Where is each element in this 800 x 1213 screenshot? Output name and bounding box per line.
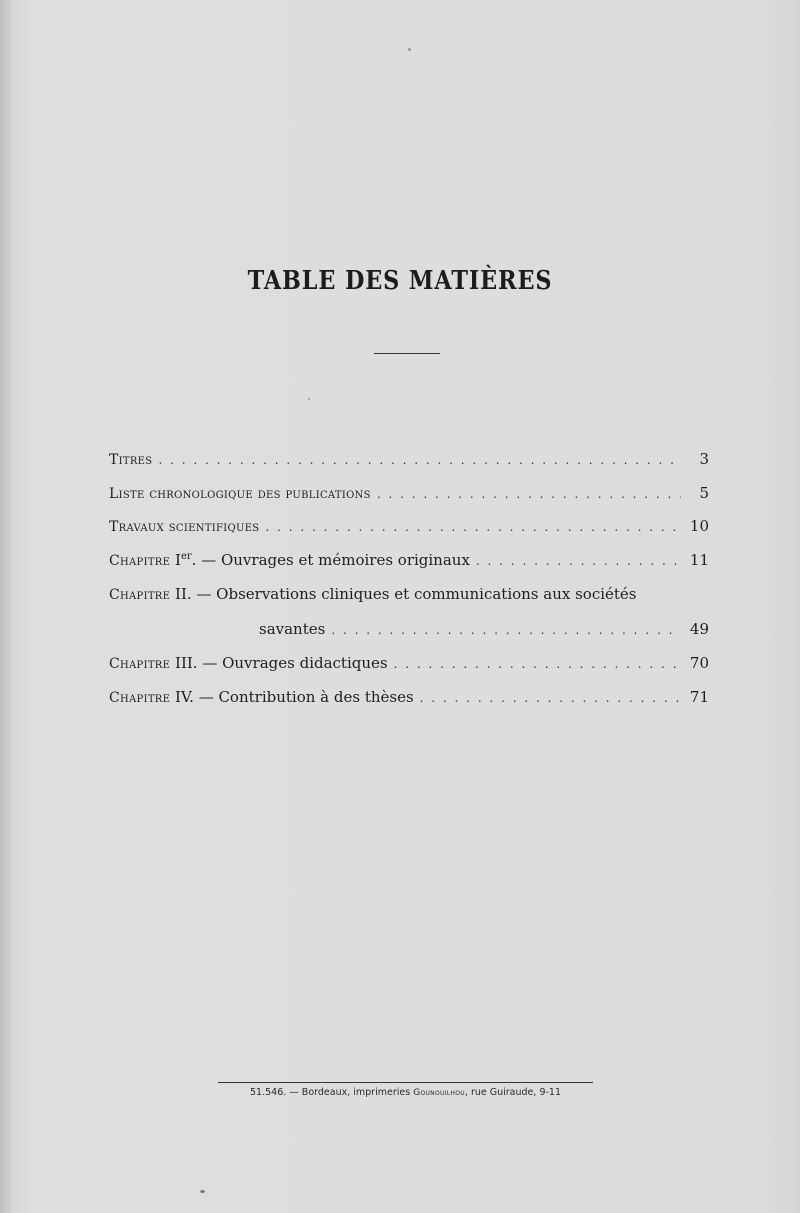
toc-entry-page: 10 — [689, 517, 709, 535]
toc-entry-label — [109, 581, 637, 608]
chapter-title: IV. — Contribution à des thèses — [175, 688, 414, 706]
chapter-word: Chapitre — [109, 553, 171, 569]
paper-speck — [200, 1190, 205, 1193]
dot-leader — [394, 651, 681, 677]
toc-entry-label: Travaux scientifiques — [109, 519, 260, 535]
toc-entry-chapitre-3[interactable] — [109, 650, 709, 676]
dot-leader — [377, 481, 681, 507]
printer-imprint — [218, 1087, 593, 1098]
dot-leader — [476, 548, 681, 574]
toc-entry-chapitre-1[interactable] — [109, 547, 709, 573]
chapter-word: Chapitre — [109, 587, 171, 603]
toc-entry-label — [109, 684, 414, 711]
toc-entry-page: 49 — [689, 620, 709, 638]
toc-entry-chapitre-4[interactable] — [109, 684, 709, 710]
toc-entry-label — [109, 650, 388, 677]
chapter-superscript: er — [180, 551, 192, 562]
toc-entry-chapitre-2[interactable] — [109, 581, 709, 607]
toc-entry-label — [109, 547, 470, 574]
dot-leader — [331, 617, 681, 643]
toc-entry-titres[interactable] — [109, 446, 709, 472]
chapter-title: . — Ouvrages et mémoires originaux — [191, 551, 470, 569]
page-title: TABLE DES MATIÈRES — [247, 266, 553, 296]
toc-entry-label: Liste chronologique des publications — [109, 486, 371, 502]
chapter-numeral: I — [175, 551, 181, 569]
binding-edge — [0, 0, 12, 1213]
title-divider — [374, 353, 440, 354]
paper-speck — [308, 398, 310, 400]
toc-entry-chapitre-2-continued[interactable] — [259, 616, 709, 642]
chapter-title: III. — Ouvrages didactiques — [175, 654, 388, 672]
toc-entry-page: 5 — [699, 484, 709, 502]
chapter-title: II. — Observations cliniques et communications aux sociétés — [175, 585, 637, 603]
toc-entry-page: 71 — [689, 688, 709, 706]
toc-entry-liste-chronologique[interactable] — [109, 480, 709, 506]
imprint-text-after: , rue Guiraude, 9-11 — [464, 1087, 561, 1098]
dot-leader — [158, 447, 681, 473]
imprint-text-before: 51.546. — Bordeaux, imprimeries — [250, 1087, 411, 1098]
toc-entry-page: 3 — [699, 450, 709, 468]
toc-entry-page: 70 — [689, 654, 709, 672]
chapter-word: Chapitre — [109, 690, 171, 706]
toc-entry-travaux-scientifiques[interactable] — [109, 513, 709, 539]
dot-leader — [420, 685, 681, 711]
dot-leader — [265, 514, 681, 540]
chapter-word: Chapitre — [109, 656, 171, 672]
footer-divider — [218, 1082, 593, 1083]
imprint-printer-name: Gounouilhou — [413, 1088, 465, 1098]
toc-entry-page: 11 — [689, 551, 709, 569]
toc-entry-label: Titres — [109, 452, 153, 468]
toc-entry-label: savantes — [259, 620, 326, 638]
paper-speck — [408, 48, 411, 51]
